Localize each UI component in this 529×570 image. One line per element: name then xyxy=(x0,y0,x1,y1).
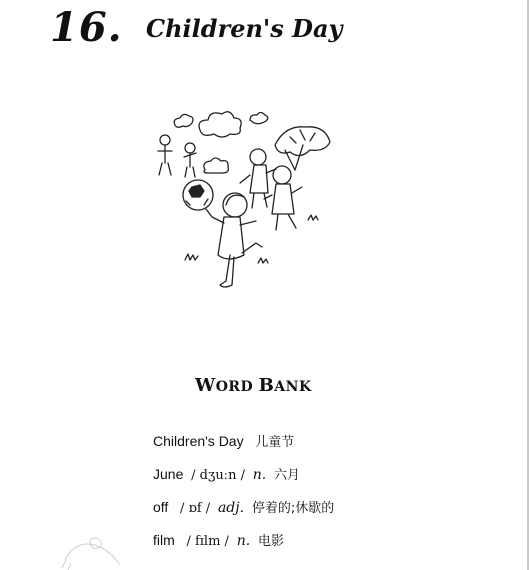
vocab-meaning: 电影 xyxy=(257,534,284,549)
vocab-word: off xyxy=(153,499,169,515)
vocab-word: Children's Day xyxy=(153,433,244,449)
vocab-meaning: 停着的;休歇的 xyxy=(251,501,335,516)
heading-cap-b: B xyxy=(258,375,275,396)
vocab-phonetic: / ɒf / xyxy=(179,501,211,516)
vocab-phonetic: / fɪlm / xyxy=(186,534,229,549)
vocab-entry-off xyxy=(153,497,334,516)
vocab-entry-film xyxy=(153,530,284,549)
vocab-part-of-speech: adj. xyxy=(217,500,245,516)
vocab-word: film xyxy=(153,532,175,548)
children-playing-football-illustration xyxy=(150,95,345,300)
vocab-phonetic: / dʒuːn / xyxy=(191,468,245,483)
vocab-entry-june xyxy=(153,464,300,483)
vocab-word: June xyxy=(153,466,184,482)
heading-rest-ank: ANK xyxy=(274,379,312,395)
lesson-title: Children's Day xyxy=(146,14,343,43)
vocab-meaning: 六月 xyxy=(273,468,300,483)
faint-scan-smudge xyxy=(60,530,140,570)
vocab-part-of-speech: n. xyxy=(236,533,251,549)
vocab-meaning: 儿童节 xyxy=(255,435,295,450)
vocab-entry-childrens-day xyxy=(153,431,294,450)
lesson-number: 16. xyxy=(50,4,123,51)
word-bank-heading xyxy=(195,375,312,396)
vocab-part-of-speech: n. xyxy=(252,467,267,483)
heading-rest-ord: ORD xyxy=(215,379,254,395)
heading-cap-w: W xyxy=(195,375,216,396)
